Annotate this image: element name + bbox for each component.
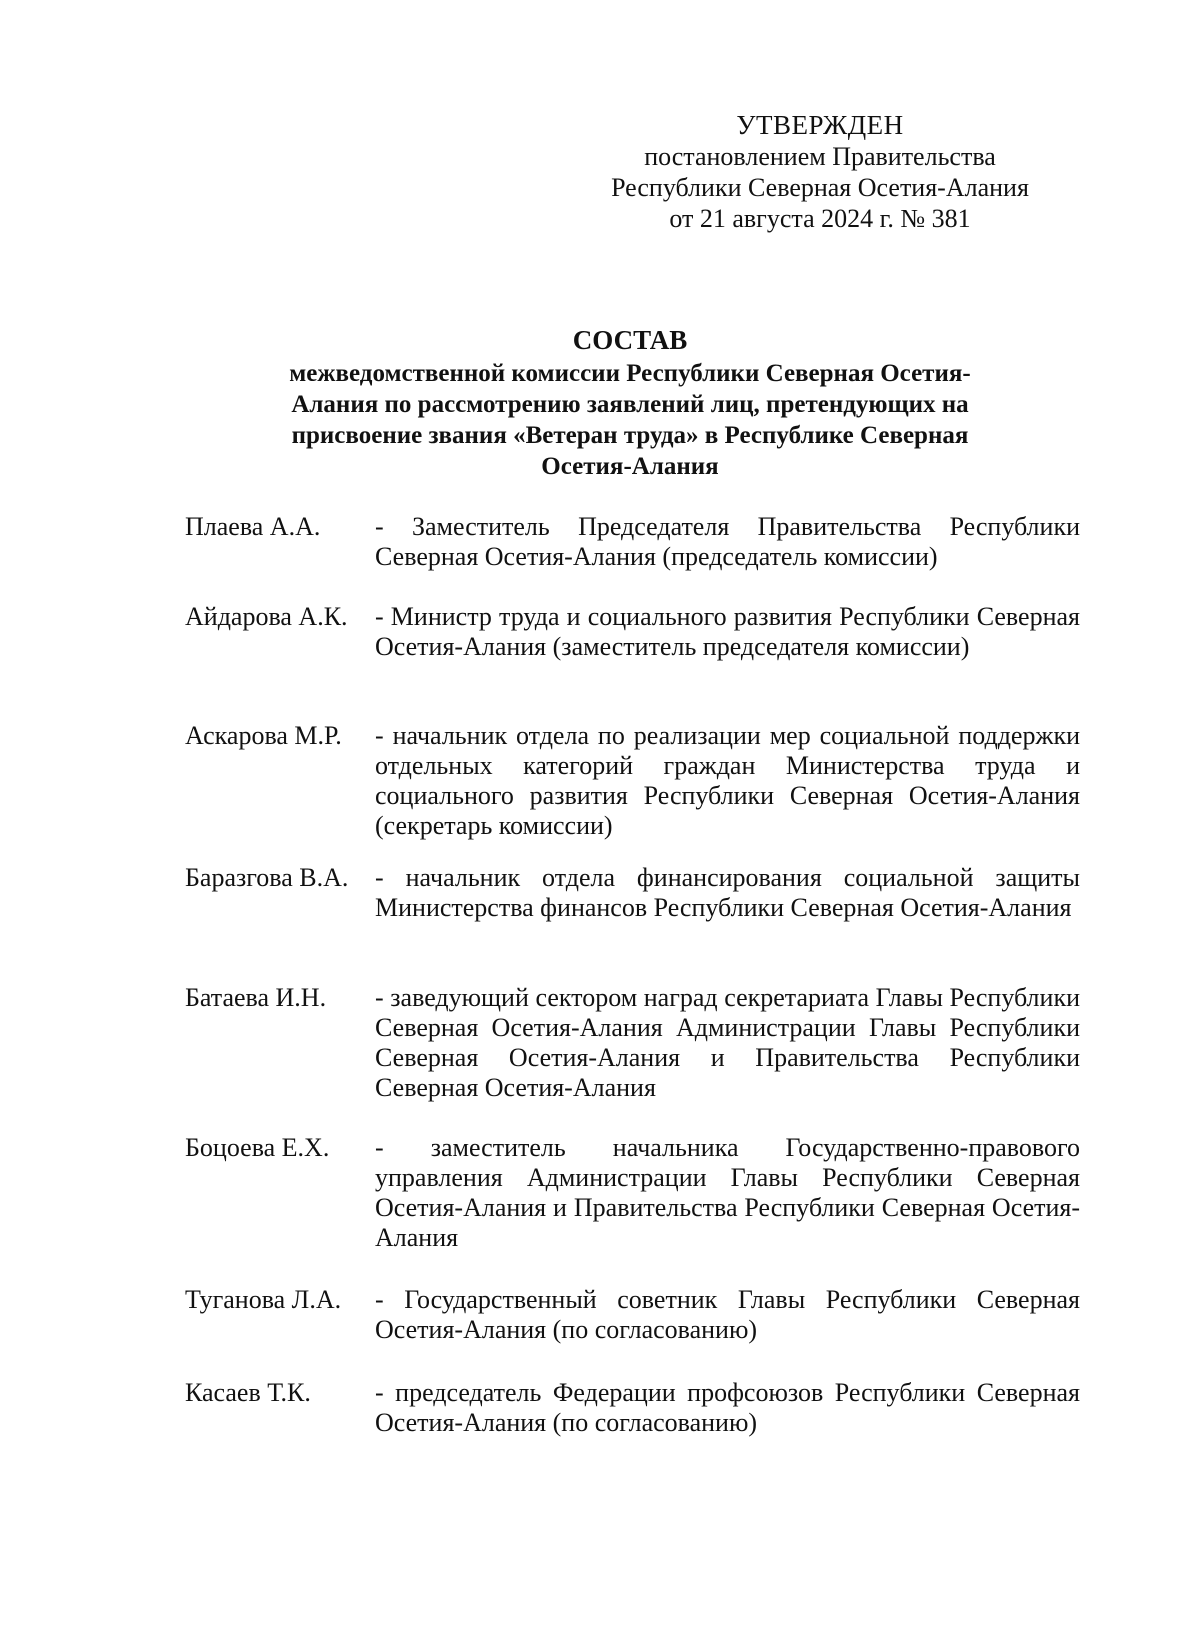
member-entry bbox=[185, 1378, 1080, 1458]
approval-line-3: от 21 августа 2024 г. № 381 bbox=[669, 204, 971, 233]
member-name: Баразгова В.А. bbox=[185, 863, 349, 892]
document-subtitle: межведомственной комиссии Республики Северная Осетия-Алания по рассмотрению заявлений лиц, претендующих на присвоение звания «Ветеран труда» в Республике Северная Осетия-Алания bbox=[289, 360, 971, 480]
member-entry bbox=[185, 1285, 1080, 1378]
member-name: Батаева И.Н. bbox=[185, 983, 327, 1012]
approval-line-1: постановлением Правительства bbox=[644, 142, 996, 171]
member-entry bbox=[185, 721, 1080, 863]
members-list bbox=[185, 512, 1080, 1458]
member-role: - заместитель начальника Государственно-правового управления Администрации Главы Республики Северная Осетия-Алания и Правительства Республики Северная Осетия-Алания bbox=[375, 1133, 1080, 1252]
member-role: - заведующий сектором наград секретариата Главы Республики Северная Осетия-Алания Администрации Главы Республики Северная Осетия-Алания и Правительства Республики Северная Осетия-Алания bbox=[375, 983, 1080, 1102]
approval-line-2: Республики Северная Осетия-Алания bbox=[611, 173, 1029, 202]
member-entry bbox=[185, 602, 1080, 721]
member-name: Плаева А.А. bbox=[185, 512, 321, 541]
member-name: Аскарова М.Р. bbox=[185, 721, 342, 750]
member-entry bbox=[185, 983, 1080, 1133]
document-title: СОСТАВ bbox=[572, 325, 688, 355]
member-role: - начальник отдела по реализации мер социальной поддержки отдельных категорий граждан Министерства труда и социального развития Республики Северная Осетия-Алания (секретарь комиссии) bbox=[375, 721, 1080, 840]
member-entry bbox=[185, 512, 1080, 602]
document-heading bbox=[265, 322, 995, 482]
member-name: Туганова Л.А. bbox=[185, 1285, 342, 1314]
member-role: - начальник отдела финансирования социальной защиты Министерства финансов Республики Северная Осетия-Алания bbox=[375, 863, 1080, 922]
member-role: - Министр труда и социального развития Республики Северная Осетия-Алания (заместитель председателя комиссии) bbox=[375, 602, 1080, 661]
approval-block bbox=[560, 110, 1080, 234]
member-entry bbox=[185, 1133, 1080, 1285]
member-name: Касаев Т.К. bbox=[185, 1378, 311, 1407]
member-role: - Заместитель Председателя Правительства Республики Северная Осетия-Алания (председатель комиссии) bbox=[375, 512, 1080, 571]
member-entry bbox=[185, 863, 1080, 983]
member-role: - председатель Федерации профсоюзов Республики Северная Осетия-Алания (по согласованию) bbox=[375, 1378, 1080, 1437]
member-role: - Государственный советник Главы Республики Северная Осетия-Алания (по согласованию) bbox=[375, 1285, 1080, 1344]
member-name: Боцоева Е.Х. bbox=[185, 1133, 330, 1162]
member-name: Айдарова А.К. bbox=[185, 602, 348, 631]
approval-stamp: УТВЕРЖДЕН bbox=[736, 110, 904, 140]
